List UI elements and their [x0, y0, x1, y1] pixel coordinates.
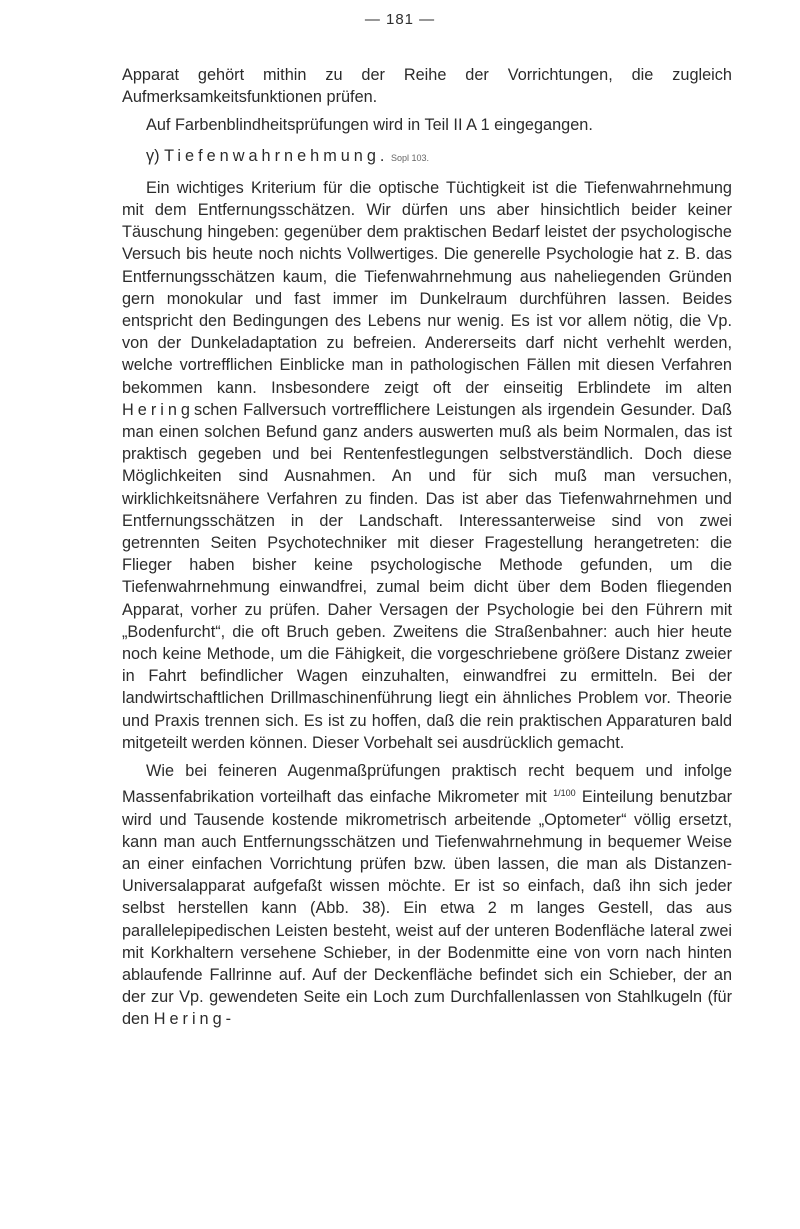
page-number: — 181 — — [364, 11, 436, 28]
body-text — [122, 64, 732, 1031]
paragraph-4-text-b: Einteilung benutzbar wird und Tausende kostende mikrometrisch arbeitende „Optometer“ völlig ersetzt, kann man auch Entfernungsschätzen und Tiefenwahrnehmung in bequemer Weise an einer einfachen Vorrichtung prüfen bzw. üben lassen, die man als Distanzen-Universalapparat aufgefaßt wissen möchte. Er ist so einfach, daß ihn sich jeder selbst herstellen kann (Abb. 38). Ein etwa 2 m langes Gestell, das aus parallelepipedischen Leisten besteht, weist auf der unteren Bodenfläche lateral zwei mit Korkhaltern versehene Schieber, in der Bodenmitte eine von vorn nach hinten ablaufende Fallrinne auf. Auf der Deckenfläche befindet sich ein Schieber, der an der zur Vp. gewendeten Seite ein Loch zum Durchfallenlassen von Stahlkugeln (für den — [122, 788, 732, 1029]
paragraph-2-text: Auf Farbenblindheitsprüfungen wird in Teil II A 1 eingegangen. — [146, 116, 593, 135]
section-heading-word: Tiefenwahrnehmung. — [164, 146, 389, 165]
paragraph-3-name: Hering — [122, 400, 194, 419]
paragraph-4-name: Hering- — [153, 1010, 236, 1029]
paragraph-3-text-a: Ein wichtiges Kriterium für die optische Tüchtigkeit ist die Tiefenwahrnehmung mit dem Entfernungsschätzen. Wir dürfen uns aber hinsichtlich beider keiner Täuschung hingeben: gegenüber dem praktischen Bedarf leistet der psychologische Versuch bis heute noch nichts Vollwertiges. Die generelle Psychologie hat z. B. das Entfernungsschätzen kaum, die Tiefenwahrnehmung aus naheliegenden Gründen gern monokular und fast immer im Dunkelraum durchführen lassen. Beides entspricht den Bedingungen des Lebens nur wenig. Es ist vor allem nötig, die Vp. von der Dunkeladaptation zu befreien. Andererseits darf nicht verhehlt werden, welche vortrefflichen Einblicke man in pathologischen Fällen mit diesen Verfahren bekommen kann. Insbesondere zeigt oft der einseitig Erblindete im alten — [122, 178, 732, 397]
section-heading-prefix: γ) — [146, 146, 165, 165]
paragraph-2 — [122, 114, 732, 136]
paragraph-4 — [122, 760, 732, 1030]
paragraph-3 — [122, 177, 732, 754]
section-heading-ref: Sopl 103. — [388, 152, 429, 163]
paragraph-1 — [122, 64, 732, 108]
paragraph-4-text-a: Wie bei feineren Augenmaßprüfungen praktisch recht bequem und infolge Massenfabrikation vorteilhaft das einfache Mikrometer mit — [122, 762, 732, 807]
paragraph-3-text-b: schen Fallversuch vortrefflichere Leistungen als irgendein Gesunder. Daß man einen solchen Befund ganz anders auswerten muß als beim Normalen, das ist praktisch gegeben und bei Rentenfestlegungen selbstverständlich. Doch diese Möglichkeiten sind Ausnahmen. An und für sich muß man versuchen, wirklichkeitsnähere Verfahren zu finden. Das ist aber das Tiefenwahrnehmen und Entfernungsschätzen in der Landschaft. Interessanterweise sind von zwei getrennten Seiten Psychotechniker mit dieser Fragestellung herangetreten: die Flieger haben bisher keine psychologische Methode gefunden, um die Tiefenwahrnehmung einwandfrei, zumal beim dicht über dem Boden fliegenden Apparat, vorher zu prüfen. Daher Versagen der Psychologie bei den Führern mit „Bodenfurcht“, die oft Bruch geben. Zweitens die Straßenbahner: auch hier heute noch keine Methode, um die Fähigkeit, die vorgeschriebene größere Distanz zweier in Fahrt befindlicher Wagen einzuhalten, einwandfrei zu ermitteln. Bei der landwirtschaftlichen Drillmaschinenführung liegt ein ähnliches Problem vor. Theorie und Praxis trennen sich. Es ist zu hoffen, daß die rein praktischen Apparaturen bald mitgeteilt werden können. Dieser Vorbehalt sei ausdrücklich gemacht. — [122, 400, 732, 752]
paragraph-4-fraction: 1/100 — [553, 788, 576, 799]
section-heading — [122, 145, 732, 169]
paragraph-1-text: Apparat gehört mithin zu der Reihe der Vorrichtungen, die zugleich Aufmerksamkeitsfunktionen prüfen. — [122, 66, 732, 107]
